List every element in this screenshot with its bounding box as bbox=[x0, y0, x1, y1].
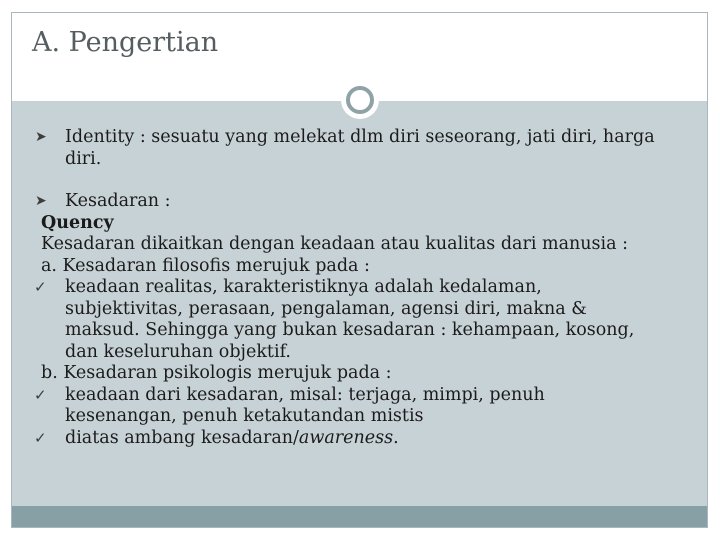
kesadaran-item bbox=[35, 191, 698, 213]
identity-line-1: Identity : sesuatu yang melekat dlm diri seseorang, jati diri, harga bbox=[65, 127, 655, 147]
slide bbox=[11, 12, 708, 528]
psikologis-line: kesenangan, penuh ketakutandan mistis bbox=[65, 406, 424, 426]
filosofis-heading: a. Kesadaran filosofis merujuk pada : bbox=[41, 255, 370, 276]
footer-bar bbox=[12, 506, 707, 527]
psikologis-line-2 bbox=[43, 428, 698, 450]
filosofis-line: dan keseluruhan objektif. bbox=[65, 341, 291, 362]
psikologis-heading: b. Kesadaran psikologis merujuk pada : bbox=[41, 363, 392, 383]
checkmark-bullet-icon: ✓ bbox=[34, 278, 47, 296]
psikologis-check-item-1 bbox=[34, 384, 698, 428]
quency-label: Quency bbox=[41, 212, 114, 233]
identity-item bbox=[35, 127, 698, 170]
circle-ornament-icon bbox=[341, 81, 379, 119]
definition-text: Kesadaran dikaitkan dengan keadaan atau kualitas dari manusia : bbox=[41, 234, 629, 254]
identity-line-2: diri. bbox=[65, 148, 102, 169]
kesadaran-heading: Kesadaran : bbox=[65, 191, 171, 211]
filosofis-line: maksud. Sehingga yang bukan kesadaran : kehampaan, kosong, bbox=[65, 320, 635, 340]
awareness-term: awareness bbox=[298, 427, 394, 448]
checkmark-bullet-icon: ✓ bbox=[34, 385, 47, 404]
filosofis-line: subjektivitas, perasaan, pengalaman, agensi diri, makna & bbox=[65, 298, 587, 319]
arrow-bullet-icon: ➤ bbox=[35, 193, 47, 209]
slide-content bbox=[34, 127, 698, 449]
psikologis-line: keadaan dari kesadaran, misal: terjaga, mimpi, penuh bbox=[65, 384, 545, 405]
psikologis-check-item-2 bbox=[34, 427, 698, 450]
awareness-suffix: . bbox=[393, 427, 399, 448]
checkmark-bullet-icon: ✓ bbox=[34, 428, 47, 447]
awareness-prefix: diatas ambang kesadaran/ bbox=[65, 427, 299, 448]
arrow-bullet-icon: ➤ bbox=[35, 129, 47, 145]
slide-title: A. Pengertian bbox=[32, 27, 219, 58]
filosofis-line: keadaan realitas, karakteristiknya adalah kedalaman, bbox=[65, 277, 542, 297]
filosofis-check-item bbox=[34, 277, 698, 363]
